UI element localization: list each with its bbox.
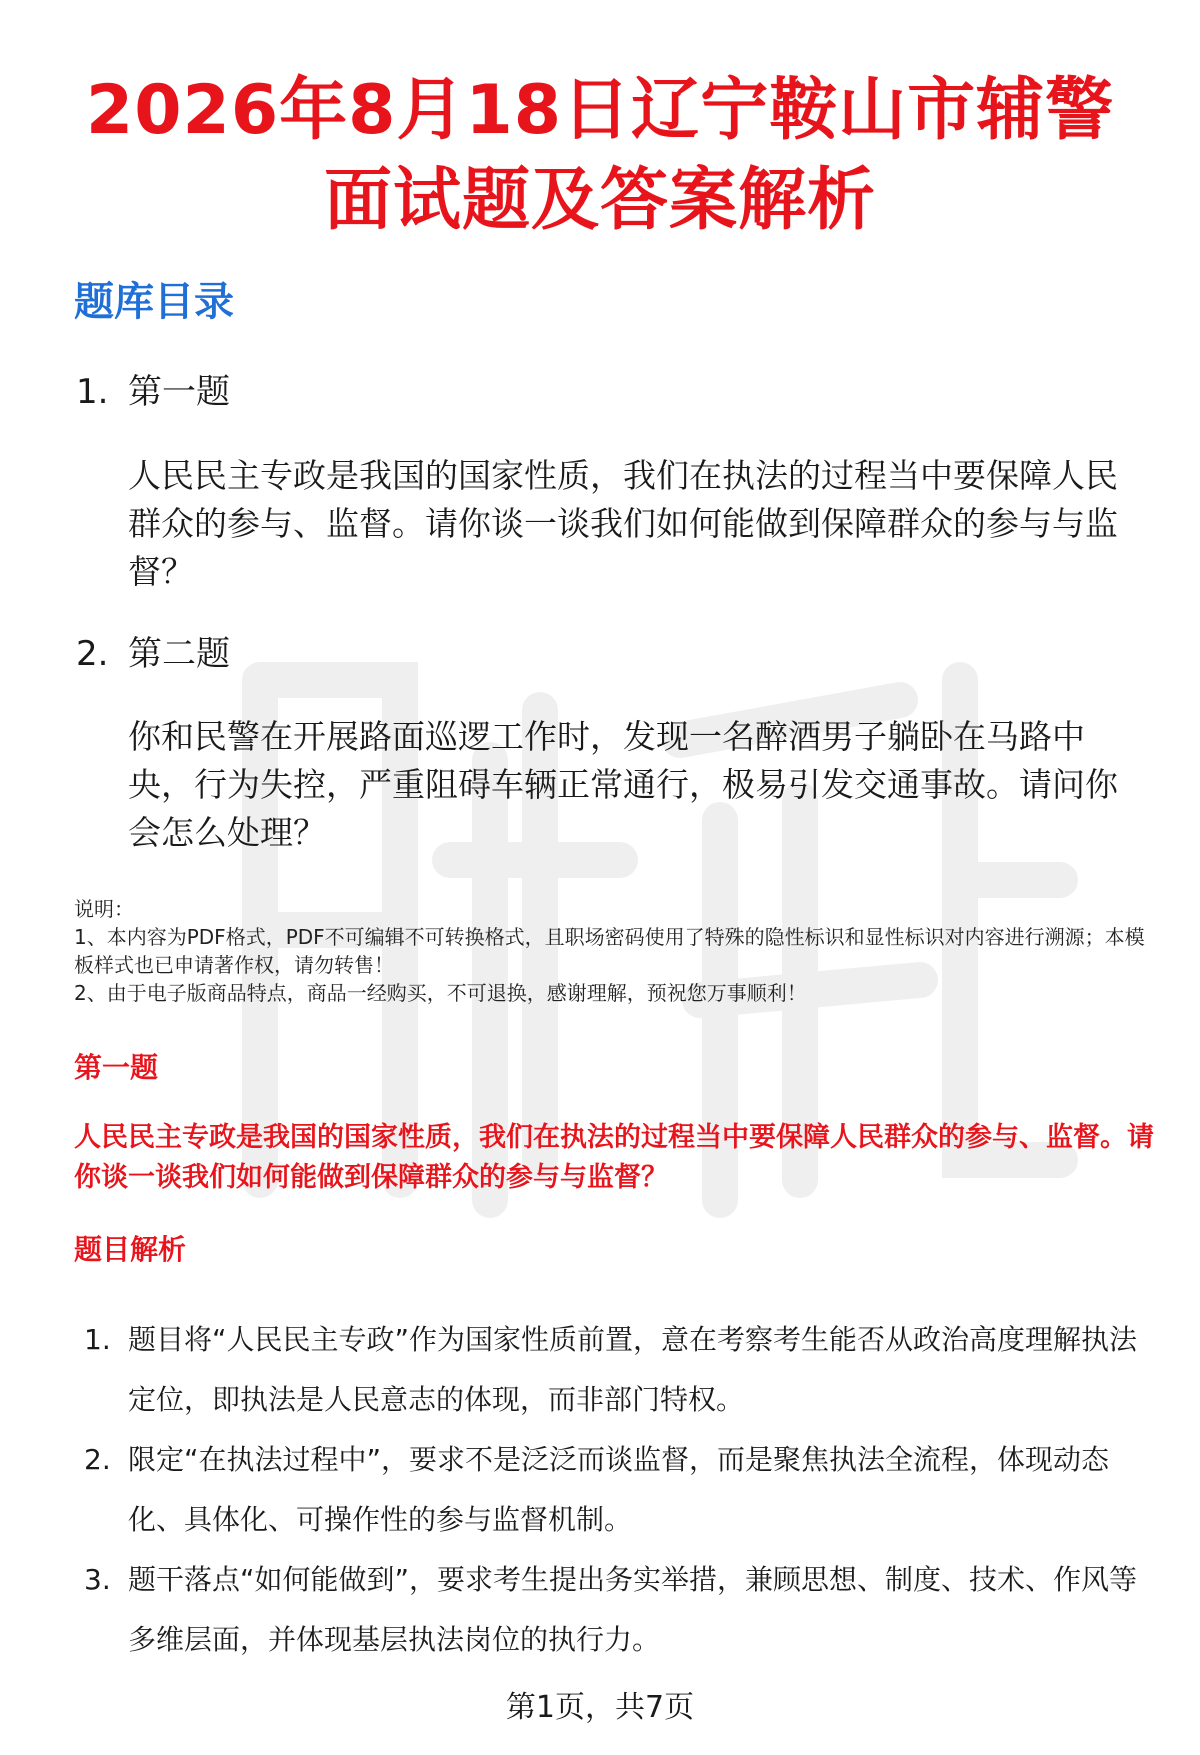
analysis-list [84, 1310, 1154, 1670]
list-item [84, 1430, 1154, 1550]
toc-item-2-text: 你和民警在开展路面巡逻工作时，发现一名醉酒男子躺卧在马路中央，行为失控，严重阻碍车辆正常通行，极易引发交通事故。请问你会怎么处理？ [128, 717, 1118, 852]
list-item-text: 限定“在执法过程中”，要求不是泛泛而谈监督，而是聚焦执法全流程，体现动态化、具体化、可操作性的参与监督机制。 [128, 1443, 1110, 1536]
list-item [84, 1550, 1154, 1670]
toc-heading: 题库目录 [74, 279, 234, 325]
toc-item-number: 1. [76, 372, 109, 412]
list-item-text: 题目将“人民民主专政”作为国家性质前置，意在考察考生能否从政治高度理解执法定位，即执法是人民意志的体现，而非部门特权。 [128, 1323, 1138, 1416]
list-item [84, 1310, 1154, 1430]
toc-item-2 [76, 632, 230, 676]
toc-item-label: 第二题 [128, 634, 230, 674]
notes-block [74, 895, 1164, 1007]
list-item-number: 3. [84, 1563, 111, 1596]
list-item-number: 1. [84, 1323, 111, 1356]
section-question: 人民民主专政是我国的国家性质，我们在执法的过程当中要保障人民群众的参与、监督。请你谈一谈我们如何能做到保障群众的参与与监督？ [74, 1122, 1154, 1193]
notes-heading: 说明： [74, 897, 134, 921]
toc-item-1-text: 人民民主专政是我国的国家性质，我们在执法的过程当中要保障人民群众的参与、监督。请你谈一谈我们如何能做到保障群众的参与与监督？ [128, 456, 1118, 591]
list-item-number: 2. [84, 1443, 111, 1476]
page-footer: 第1页，共7页 [505, 1690, 695, 1725]
toc-item-number: 2. [76, 634, 109, 674]
notes-line: 2、由于电子版商品特点，商品一经购买，不可退换，感谢理解，预祝您万事顺利！ [74, 981, 807, 1005]
notes-line: 1、本内容为PDF格式，PDF不可编辑不可转换格式，且职场密码使用了特殊的隐性标识和显性标识对内容进行溯源；本模板样式也已申请著作权，请勿转售！ [74, 925, 1145, 977]
list-item-text: 题干落点“如何能做到”，要求考生提出务实举措，兼顾思想、制度、技术、作风等多维层面，并体现基层执法岗位的执行力。 [128, 1563, 1138, 1656]
section-heading: 第一题 [74, 1051, 159, 1084]
document-title: 2026年8月18日辽宁鞍山市辅警面试题及答案解析 [85, 71, 1115, 240]
toc-item-1 [76, 370, 230, 414]
analysis-heading: 题目解析 [74, 1233, 187, 1266]
toc-item-label: 第一题 [128, 372, 230, 412]
